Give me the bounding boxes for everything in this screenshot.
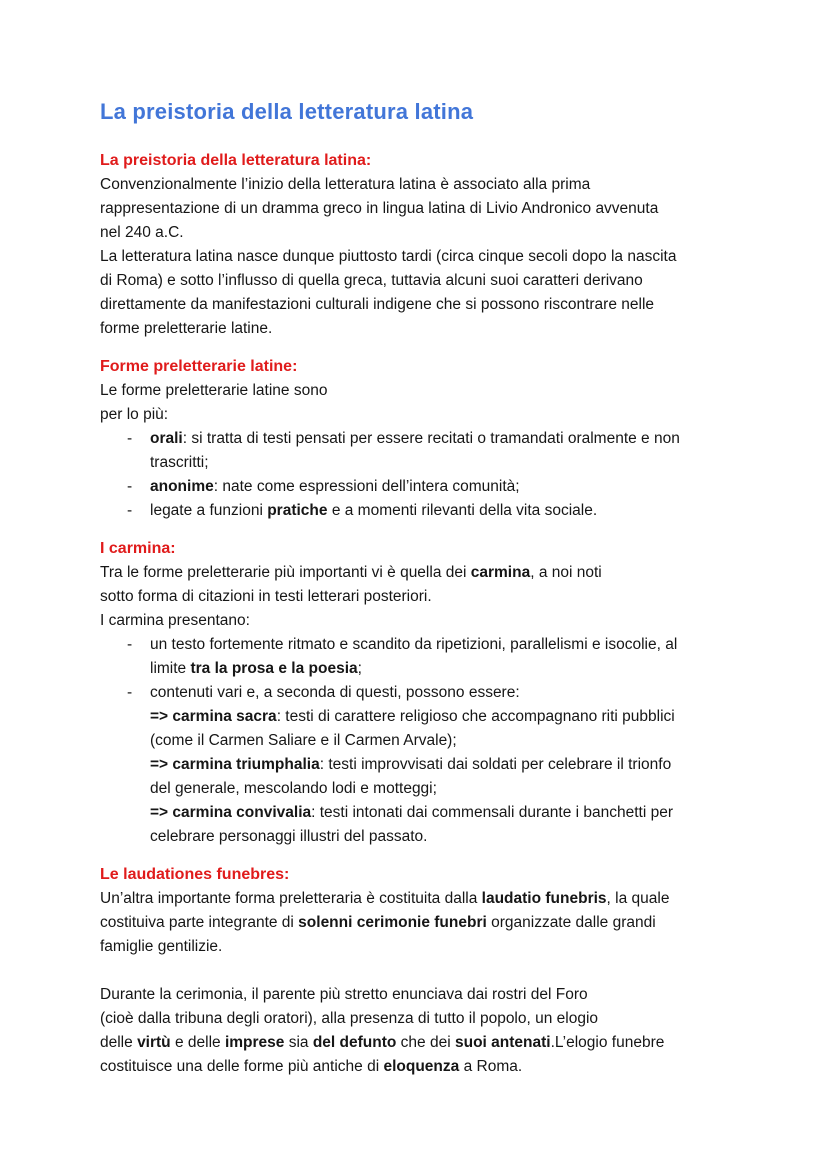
text-segment: : nate come espressioni dell’intera comunità; (213, 478, 520, 495)
text-segment: costituisce una delle forme più antiche di (100, 1058, 384, 1075)
bold-text-segment: imprese (224, 1034, 285, 1051)
section-heading: Forme preletterarie latine: (100, 358, 298, 375)
text-line (100, 379, 738, 403)
text-segment: del generale, mescolando lodi e motteggi; (150, 780, 437, 797)
list-item-line (100, 475, 738, 499)
bold-text-segment: carmina (470, 564, 531, 581)
text-line (100, 403, 738, 427)
text-line (100, 983, 738, 1007)
text-line (100, 561, 738, 585)
bullet-marker: - (127, 430, 133, 447)
indented-text-line (100, 705, 738, 729)
text-line (100, 1031, 738, 1055)
text-segment: , la quale (606, 890, 670, 907)
text-segment: (cioè dalla tribuna degli oratori), alla presenza di tutto il popolo, un elogio (100, 1010, 599, 1027)
text-segment: limite (150, 660, 191, 677)
bullet-marker: - (127, 636, 133, 653)
indented-text-line (100, 825, 738, 849)
bold-text-segment: => carmina triumphalia (150, 756, 320, 773)
bold-text-segment: => carmina convivalia (150, 804, 312, 821)
text-segment: : testi improvvisati dai soldati per celebrare il trionfo (319, 756, 672, 773)
list-item-line (100, 427, 738, 451)
text-segment: costituiva parte integrante di (100, 914, 299, 931)
text-line (100, 245, 738, 269)
text-segment: : si tratta di testi pensati per essere recitati o tramandati oralmente e non (182, 430, 680, 447)
bold-text-segment: pratiche (267, 502, 328, 519)
document-title: La preistoria della letteratura latina (100, 99, 474, 124)
text-segment: forme preletterarie latine. (100, 320, 273, 337)
text-segment: nel 240 a.C. (100, 224, 184, 241)
text-segment: direttamente da manifestazioni culturali indigene che si possono riscontrare nelle (100, 296, 655, 313)
text-segment: un testo fortemente ritmato e scandito da ripetizioni, parallelismi e isocolie, al (150, 636, 678, 653)
text-segment: La letteratura latina nasce dunque piuttosto tardi (circa cinque secoli dopo la nascita (100, 248, 677, 265)
bold-text-segment: laudatio funebris (481, 890, 607, 907)
text-segment: I carmina presentano: (100, 612, 250, 629)
text-segment: .L’elogio funebre (550, 1034, 665, 1051)
indented-text-line (100, 753, 738, 777)
text-line (100, 585, 738, 609)
bold-text-segment: => carmina sacra (150, 708, 277, 725)
indented-text-line (100, 801, 738, 825)
text-segment: trascritti; (150, 454, 209, 471)
text-segment: famiglie gentilizie. (100, 938, 223, 955)
text-segment: , a noi noti (530, 564, 602, 581)
text-segment: sotto forma di citazioni in testi letterari posteriori. (100, 588, 432, 605)
bold-text-segment: eloquenza (383, 1058, 460, 1075)
text-line (100, 317, 738, 341)
text-line (100, 173, 738, 197)
list-item-line (100, 633, 738, 657)
text-segment: Le forme preletterarie latine sono (100, 382, 328, 399)
document-body (100, 149, 738, 1079)
blank-line (100, 959, 738, 983)
text-line (100, 269, 738, 293)
text-line (100, 911, 738, 935)
text-segment: Convenzionalmente l’inizio della letteratura latina è associato alla prima (100, 176, 591, 193)
bullet-marker: - (127, 684, 133, 701)
text-segment: rappresentazione di un dramma greco in lingua latina di Livio Andronico avvenuta (100, 200, 659, 217)
list-item-line (100, 499, 738, 523)
text-segment: Tra le forme preletterarie più importanti vi è quella dei (100, 564, 471, 581)
text-segment: contenuti vari e, a seconda di questi, possono essere: (150, 684, 520, 701)
bold-text-segment: anonime (150, 478, 214, 495)
section-heading: Le laudationes funebres: (100, 866, 290, 883)
bold-text-segment: del defunto (312, 1034, 397, 1051)
section-heading: I carmina: (100, 540, 176, 557)
text-line (100, 221, 738, 245)
document-section (100, 863, 738, 1079)
text-segment: e a momenti rilevanti della vita sociale. (327, 502, 598, 519)
text-line (100, 609, 738, 633)
bullet-marker: - (127, 478, 133, 495)
text-line (100, 935, 738, 959)
indented-text-line (100, 729, 738, 753)
text-segment: per lo più: (100, 406, 169, 423)
bold-text-segment: solenni cerimonie funebri (298, 914, 487, 931)
section-heading: La preistoria della letteratura latina: (100, 152, 372, 169)
text-line (100, 1007, 738, 1031)
bullet-marker: - (127, 502, 133, 519)
text-segment: e delle (170, 1034, 225, 1051)
document-section (100, 149, 738, 341)
document-section (100, 537, 738, 849)
text-segment: (come il Carmen Saliare e il Carmen Arvale); (150, 732, 457, 749)
list-item-line (100, 681, 738, 705)
text-segment: legate a funzioni (150, 502, 268, 519)
bold-text-segment: tra la prosa e la poesia (190, 660, 358, 677)
text-line (100, 197, 738, 221)
text-segment: delle (100, 1034, 138, 1051)
text-segment: : testi intonati dai commensali durante i banchetti per (311, 804, 673, 821)
text-segment: che dei (396, 1034, 455, 1051)
text-segment: sia (284, 1034, 313, 1051)
document-section (100, 355, 738, 523)
text-line (100, 1055, 738, 1079)
text-segment: Durante la cerimonia, il parente più stretto enunciava dai rostri del Foro (100, 986, 588, 1003)
text-segment: Un’altra importante forma preletteraria è costituita dalla (100, 890, 482, 907)
text-segment: a Roma. (459, 1058, 523, 1075)
indented-text-line (100, 657, 738, 681)
text-segment: celebrare personaggi illustri del passato. (150, 828, 428, 845)
bold-text-segment: virtù (137, 1034, 171, 1051)
indented-text-line (100, 777, 738, 801)
text-segment: : testi di carattere religioso che accompagnano riti pubblici (276, 708, 675, 725)
text-line (100, 293, 738, 317)
indented-text-line (100, 451, 738, 475)
bold-text-segment: orali (150, 430, 183, 447)
bold-text-segment: suoi antenati (454, 1034, 551, 1051)
text-segment: di Roma) e sotto l’influsso di quella greca, tuttavia alcuni suoi caratteri derivano (100, 272, 643, 289)
text-segment: organizzate dalle grandi (486, 914, 656, 931)
text-line (100, 887, 738, 911)
text-segment: ; (357, 660, 362, 677)
